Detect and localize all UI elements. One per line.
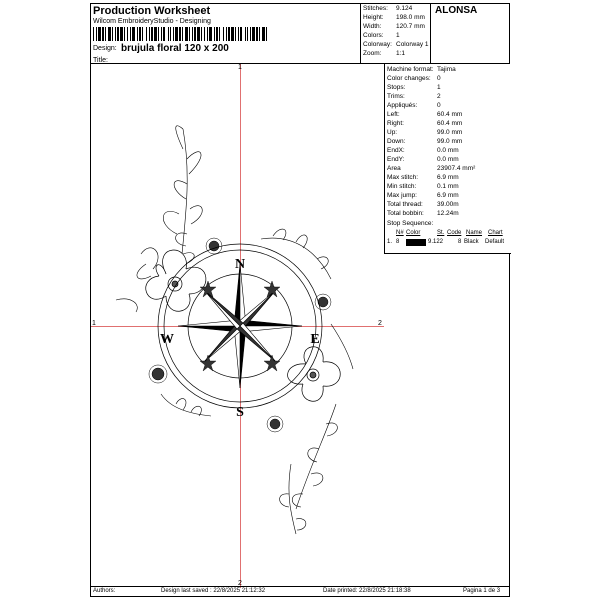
info-color-changes: Color changes: 0 <box>387 75 441 82</box>
col-code: Code <box>447 230 462 236</box>
footer-printed: Date printed: 22/8/2025 21:18:38 <box>323 588 411 594</box>
software-name: Wilcom EmbroideryStudio - Designing <box>93 18 211 25</box>
stats-panel: Stitches: 9.124 Height: 198.0 mm Width: 120.7 mm Colors: 1 Colorway: Colorway 1 Zoom: 1:1 <box>361 4 431 64</box>
info-up: Up: 99.0 mm <box>387 129 463 136</box>
footer-authors: Authors: <box>93 588 116 594</box>
info-max-stitch: Max stitch: 6.9 mm <box>387 174 459 181</box>
marker-bottom: 2 <box>238 580 242 587</box>
title-label: Title: <box>93 57 108 64</box>
col-stitches: St. <box>437 230 445 236</box>
marker-right: 2 <box>378 320 382 327</box>
footer-saved: Design last saved : 22/8/2025 21:12:32 <box>161 588 266 594</box>
north-label: N <box>234 257 246 272</box>
south-label: S <box>236 405 244 420</box>
info-total-thread: Total thread: 39.00m <box>387 201 459 208</box>
info-right: Right: 60.4 mm <box>387 120 463 127</box>
info-left: Left: 60.4 mm <box>387 111 463 118</box>
design-name: brujula floral 120 x 200 <box>121 43 229 54</box>
design-label: Design: <box>93 45 117 52</box>
large-flower <box>146 250 206 311</box>
info-max-jump: Max jump: 6.9 mm <box>387 192 459 199</box>
worksheet-title: Production Worksheet <box>93 5 211 17</box>
info-area: Area 23907.4 mm² <box>387 165 476 172</box>
client-name: ALONSA <box>435 5 478 16</box>
col-color: Color <box>406 230 421 236</box>
info-stops: Stops: 1 <box>387 84 441 91</box>
footer <box>91 586 509 596</box>
right-flower <box>288 347 341 401</box>
client-panel <box>431 4 509 64</box>
floral-compass-artwork <box>91 64 384 588</box>
machine-info-panel: Machine format: Tajima Color changes: 0 Stops: 1 Trims: 2 Appliqués: 0 Left: 60.4 mm Right: 60.4 mm Up: 99.0 mm Down: 99.0 mm EndX: 0.0 mm EndY: 0.0 mm Area 23907.4 mm² Max stitch: 6.9 mm Min stitch: 0.1 mm Max jump: 6.9 mm Total thread: 39.00m Total bobbin: 12.24m Stop Sequence: N# Color St. Code Name Chart 1. 8 9.122 8 Black Default <box>384 64 511 254</box>
east-label: E <box>310 332 320 347</box>
barcode <box>93 27 269 41</box>
info-down: Down: 99.0 mm <box>387 138 463 145</box>
stop-sequence-title: Stop Sequence: <box>387 220 434 227</box>
west-label: W <box>160 332 174 347</box>
info-trims: Trims: 2 <box>387 93 441 100</box>
color-swatch <box>406 239 426 246</box>
col-chart: Chart <box>488 230 503 236</box>
info-appliques: Appliqués: 0 <box>387 102 441 109</box>
header-panel <box>91 4 361 64</box>
col-name: Name <box>466 230 483 236</box>
production-worksheet <box>90 3 510 597</box>
lower-left-branch <box>116 299 211 416</box>
marker-top: 1 <box>238 64 242 71</box>
info-machine-format: Machine format: Tajima <box>387 66 456 73</box>
bottom-branch <box>280 464 306 534</box>
info-endx: EndX: 0.0 mm <box>387 147 459 154</box>
footer-page: Pagina 1 de 3 <box>463 588 501 594</box>
marker-left: 1 <box>92 320 96 327</box>
col-n: N# <box>396 230 404 236</box>
info-min-stitch: Min stitch: 0.1 mm <box>387 183 459 190</box>
info-endy: EndY: 0.0 mm <box>387 156 459 163</box>
info-total-bobbin: Total bobbin: 12.24m <box>387 210 459 217</box>
